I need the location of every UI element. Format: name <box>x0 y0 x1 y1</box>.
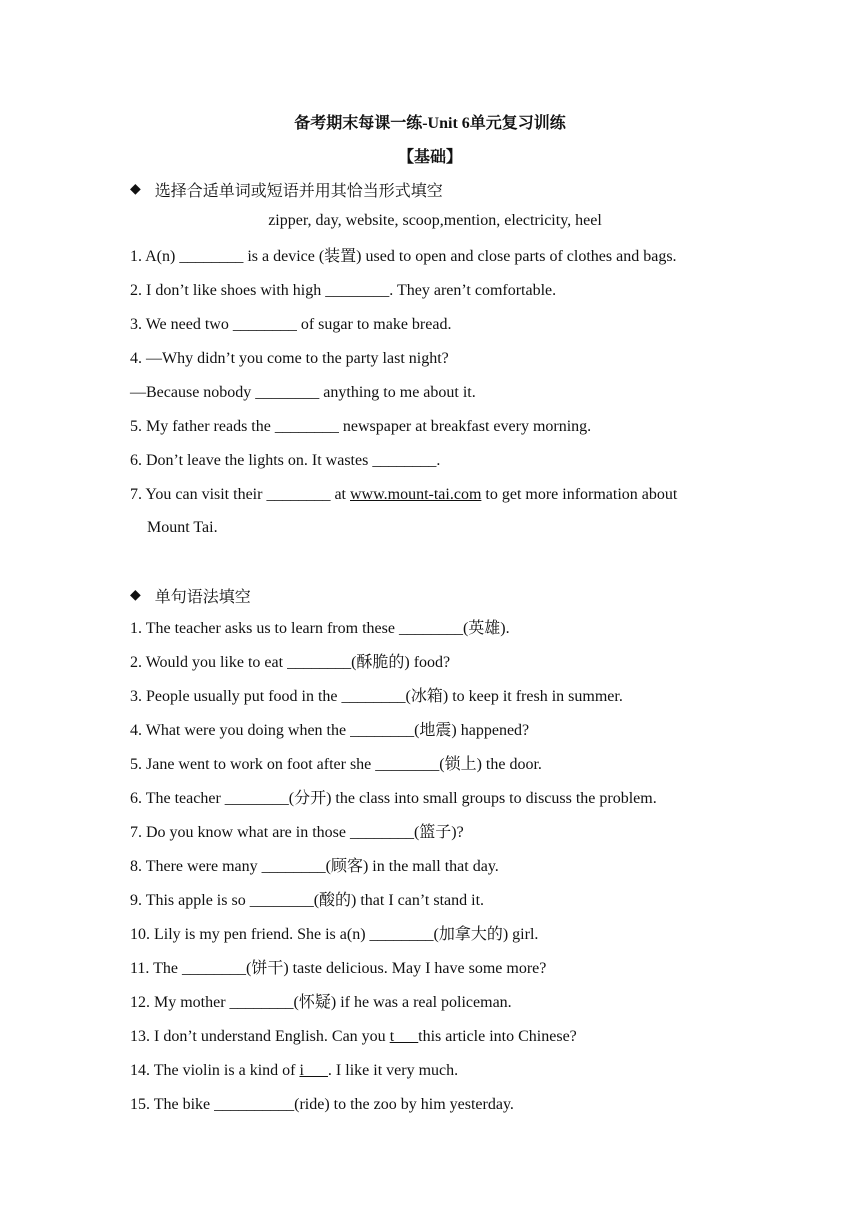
word-bank: zipper, day, website, scoop,mention, electricity, heel <box>268 212 602 229</box>
s1-item-4: 4. —Why didn’t you come to the party last night? <box>130 350 449 367</box>
s2-item-8: 8. There were many ________(顾客) in the mall that day. <box>130 858 499 875</box>
s2-item-4: 4. What were you doing when the ________(地震) happened? <box>130 722 530 739</box>
s1-item-7-suffix: to get more information about <box>481 486 678 503</box>
s2-item-7: 7. Do you know what are in those ________(篮子)? <box>130 824 464 841</box>
s2-item-13 <box>130 1026 740 1048</box>
page-subtitle: 【基础】 <box>397 149 462 166</box>
s1-item-3: 3. We need two ________ of sugar to make bread. <box>130 316 452 333</box>
s2-item-13-blank: t___ <box>389 1028 419 1045</box>
s1-item-1: 1. A(n) ________ is a device (装置) used to open and close parts of clothes and bags. <box>130 248 677 265</box>
section-2-heading-text: 单句语法填空 <box>154 589 251 606</box>
s1-item-2: 2. I don’t like shoes with high ________. They aren’t comfortable. <box>130 282 557 299</box>
diamond-bullet-icon: ◆ <box>130 182 141 197</box>
s1-item-5: 5. My father reads the ________ newspaper at breakfast every morning. <box>130 418 592 435</box>
s2-item-13-suffix: this article into Chinese? <box>418 1028 577 1045</box>
s2-item-14-suffix: . I like it very much. <box>327 1062 459 1079</box>
s2-item-10: 10. Lily is my pen friend. She is a(n) ________(加拿大的) girl. <box>130 926 539 943</box>
s1-item-6: 6. Don’t leave the lights on. It wastes ________. <box>130 452 441 469</box>
s2-item-11: 11. The ________(饼干) taste delicious. May I have some more? <box>130 960 547 977</box>
s2-item-13-prefix: 13. I don’t understand English. Can you <box>130 1028 390 1045</box>
s1-item-4-answer: —Because nobody ________ anything to me about it. <box>130 384 476 401</box>
s2-item-5: 5. Jane went to work on foot after she ________(锁上) the door. <box>130 756 542 773</box>
section-1-heading <box>130 178 443 201</box>
s2-item-12: 12. My mother ________(怀疑) if he was a real policeman. <box>130 994 512 1011</box>
s2-item-3: 3. People usually put food in the ________(冰箱) to keep it fresh in summer. <box>130 688 623 705</box>
diamond-bullet-icon: ◆ <box>130 588 141 603</box>
s2-item-9: 9. This apple is so ________(酸的) that I can’t stand it. <box>130 892 485 909</box>
s2-item-14-prefix: 14. The violin is a kind of <box>130 1062 300 1079</box>
s2-item-14 <box>130 1060 740 1082</box>
s2-item-2: 2. Would you like to eat ________(酥脆的) food? <box>130 654 451 671</box>
s2-item-15: 15. The bike __________(ride) to the zoo by him yesterday. <box>130 1096 514 1113</box>
s2-item-14-blank: i___ <box>299 1062 328 1079</box>
page-title: 备考期末每课一练-Unit 6单元复习训练 <box>294 115 566 132</box>
s2-item-1: 1. The teacher asks us to learn from these ________(英雄). <box>130 620 510 637</box>
s1-item-7-cont: Mount Tai. <box>147 519 218 536</box>
section-1-heading-text: 选择合适单词或短语并用其恰当形式填空 <box>154 183 443 200</box>
s2-item-6: 6. The teacher ________(分开) the class into small groups to discuss the problem. <box>130 790 657 807</box>
s1-item-7 <box>130 484 740 506</box>
section-2-heading <box>130 584 251 607</box>
s1-item-7-prefix: 7. You can visit their ________ at <box>130 486 350 503</box>
website-link[interactable]: www.mount-tai.com <box>350 486 482 503</box>
